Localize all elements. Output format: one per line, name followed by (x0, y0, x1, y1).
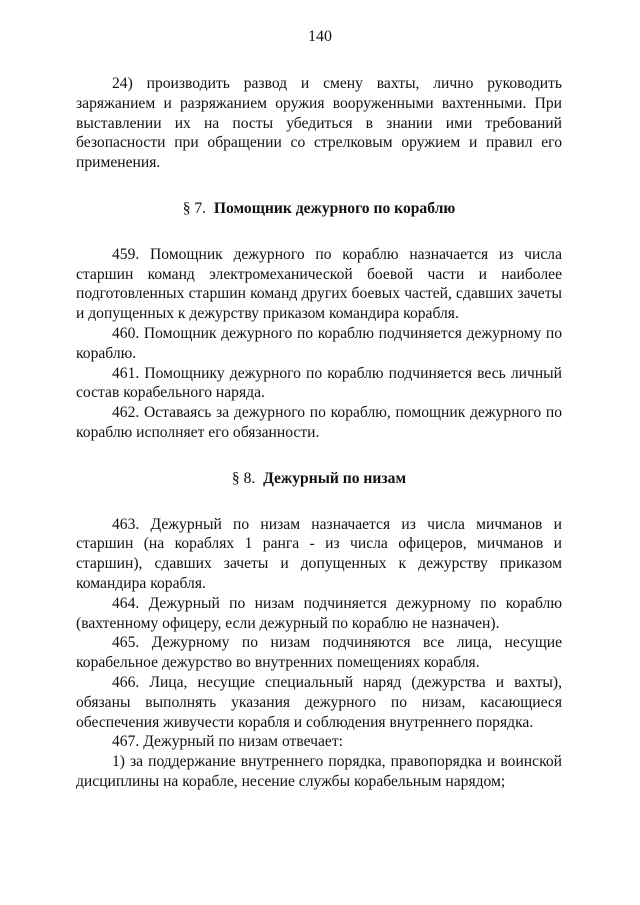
paragraph-462: 462. Оставаясь за дежурного по кораблю, помощник дежурного по кораблю исполняет его обязанности. (76, 404, 562, 441)
paragraph-461: 461. Помощнику дежурного по кораблю подчиняется весь личный состав корабельного наряда. (76, 364, 562, 402)
paragraph-460: 460. Помощник дежурного по кораблю подчиняется дежурному по кораблю. (76, 324, 562, 362)
section-8-heading (76, 469, 562, 489)
section-7-heading (76, 199, 562, 219)
section-7-number: § 7. (182, 199, 207, 217)
page-content (76, 74, 562, 792)
paragraph-464: 464. Дежурный по низам подчиняется дежурному по кораблю (вахтенному офицеру, если дежурный по кораблю не назначен). (76, 594, 562, 632)
section-8-title: Дежурный по низам (263, 469, 407, 487)
paragraph-24: 24) производить развод и смену вахты, лично руководить заряжанием и разряжанием оружия вооруженными вахтенными. При выставлении их на посты убедиться в знании ими требований безопасности при обращении со стрелковым оружием и правил его применения. (76, 75, 562, 172)
section-7-title: Помощник дежурного по кораблю (213, 199, 456, 217)
paragraph-467: 467. Дежурный по низам отвечает: (112, 733, 343, 751)
paragraph-459: 459. Помощник дежурного по кораблю назначается из числа старшин команд электромеханической боевой части и наиболее подготовленных старшин команд других боевых частей, сдавших зачеты и допущенных к дежурству приказом командира корабля. (76, 245, 562, 323)
section-8-number: § 8. (231, 469, 256, 487)
paragraph-466: 466. Лица, несущие специальный наряд (дежурства и вахты), обязаны выполнять указания дежурного по низам, касающиеся обеспечения живучести корабля и соблюдения внутреннего порядка. (76, 673, 562, 731)
paragraph-463: 463. Дежурный по низам назначается из числа мичманов и старшин (на кораблях 1 ранга - из числа офицеров, мичманов и старшин), сдавших зачеты и допущенных к дежурству приказом командира корабля. (76, 515, 562, 592)
paragraph-467-item-1: 1) за поддержание внутреннего порядка, правопорядка и воинской дисциплины на корабле, несение службы корабельным нарядом; (76, 753, 562, 790)
page-number: 140 (308, 28, 332, 45)
paragraph-465: 465. Дежурному по низам подчиняются все лица, несущие корабельное дежурство во внутренних помещениях корабля. (76, 634, 562, 672)
